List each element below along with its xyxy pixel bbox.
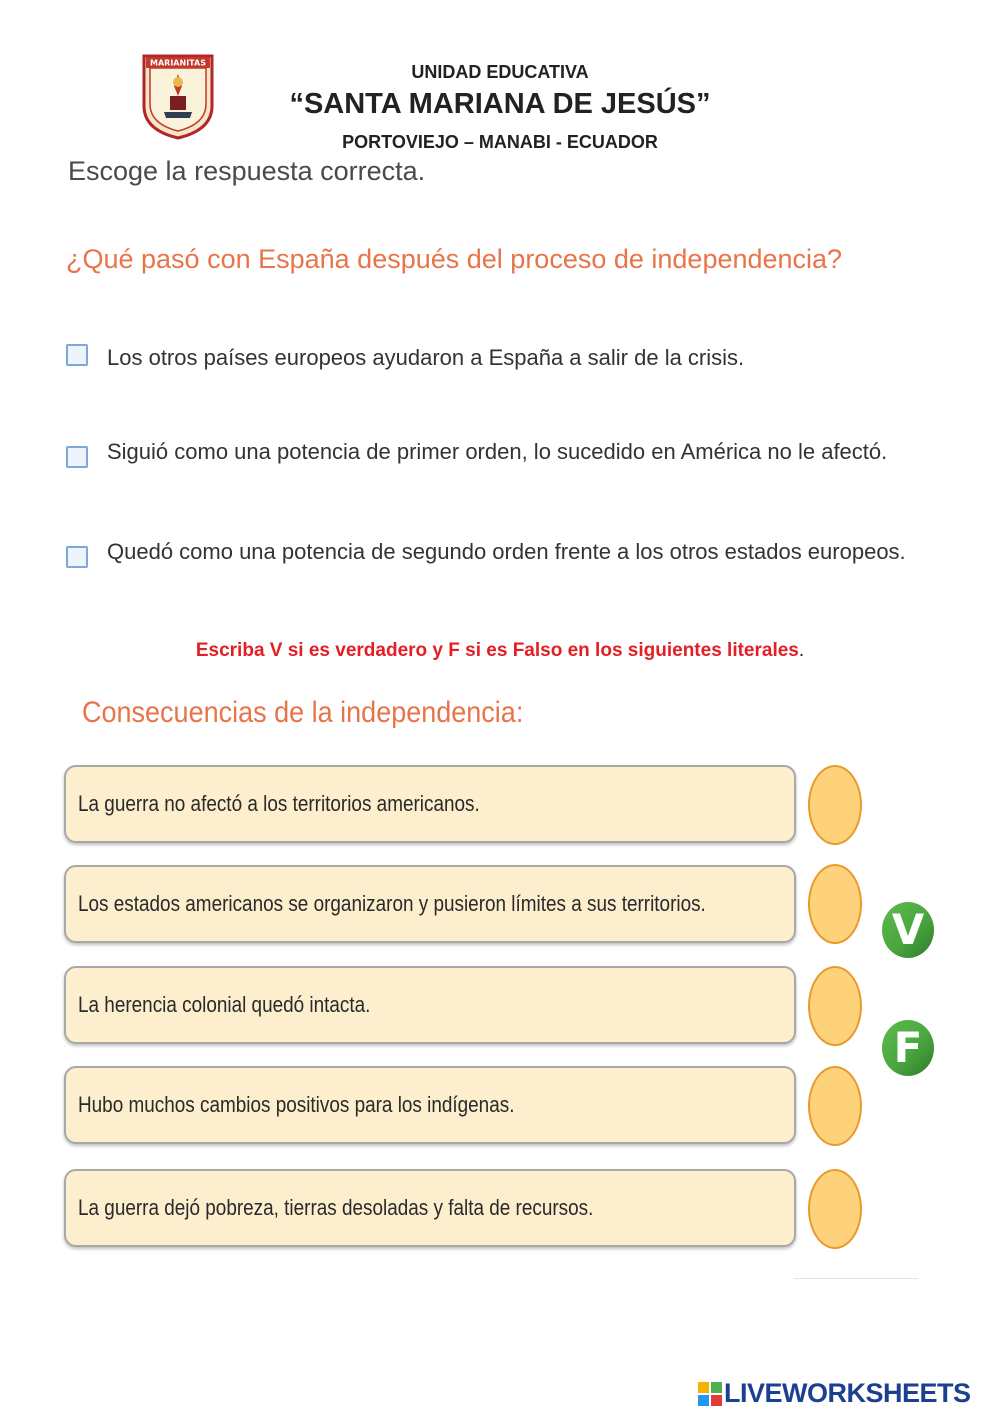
option-1-label: Los otros países europeos ayudaron a España a salir de la crisis. [107, 345, 745, 370]
option-2-checkbox[interactable] [66, 446, 88, 468]
brand-name: LIVEWORKSHEETS [724, 1378, 971, 1408]
option-2-label: Siguió como una potencia de primer orden, lo sucedido en América no le afectó. [107, 439, 888, 464]
statement-4-text: Hubo muchos cambios positivos para los indígenas. [78, 1092, 515, 1117]
statement-1 [64, 765, 796, 843]
school-location: PORTOVIEJO – MANABI - ECUADOR [342, 132, 658, 152]
statement-3 [64, 966, 796, 1044]
statement-1-text: La guerra no afectó a los territorios americanos. [78, 791, 480, 816]
statement-2 [64, 865, 796, 943]
option-1-checkbox[interactable] [66, 344, 88, 366]
statement-4 [64, 1066, 796, 1144]
school-type: UNIDAD EDUCATIVA [411, 62, 589, 82]
option-3-checkbox[interactable] [66, 546, 88, 568]
divider [794, 1278, 918, 1279]
answer-field-1[interactable] [808, 765, 862, 845]
answer-field-2[interactable] [808, 864, 862, 944]
school-name: “SANTA MARIANA DE JESÚS” [289, 88, 711, 120]
true-false-instruction-period: . [798, 640, 805, 661]
true-false-instruction [0, 640, 1000, 662]
option-3-label: Quedó como una potencia de segundo orden frente a los otros estados europeos. [107, 539, 906, 564]
section-title: Consecuencias de la independencia: [82, 696, 524, 729]
quiz-instruction: Escoge la respuesta correcta. [68, 156, 426, 186]
statement-2-text: Los estados americanos se organizaron y pusieron límites a sus territorios. [78, 891, 706, 916]
statement-5 [64, 1169, 796, 1247]
true-badge[interactable]: V [882, 902, 934, 958]
answer-field-4[interactable] [808, 1066, 862, 1146]
answer-field-3[interactable] [808, 966, 862, 1046]
logo-text: MARIANITAS [150, 58, 206, 68]
statement-5-text: La guerra dejó pobreza, tierras desoladas y falta de recursos. [78, 1195, 594, 1220]
true-false-instruction-text: Escriba V si es verdadero y F si es Falso en los siguientes literales [195, 640, 799, 661]
statement-3-text: La herencia colonial quedó intacta. [78, 992, 371, 1017]
brand-mark-icon [698, 1382, 722, 1406]
answer-field-5[interactable] [808, 1169, 862, 1249]
false-badge[interactable]: F [882, 1020, 934, 1076]
quiz-question: ¿Qué pasó con España después del proceso de independencia? [66, 244, 843, 274]
